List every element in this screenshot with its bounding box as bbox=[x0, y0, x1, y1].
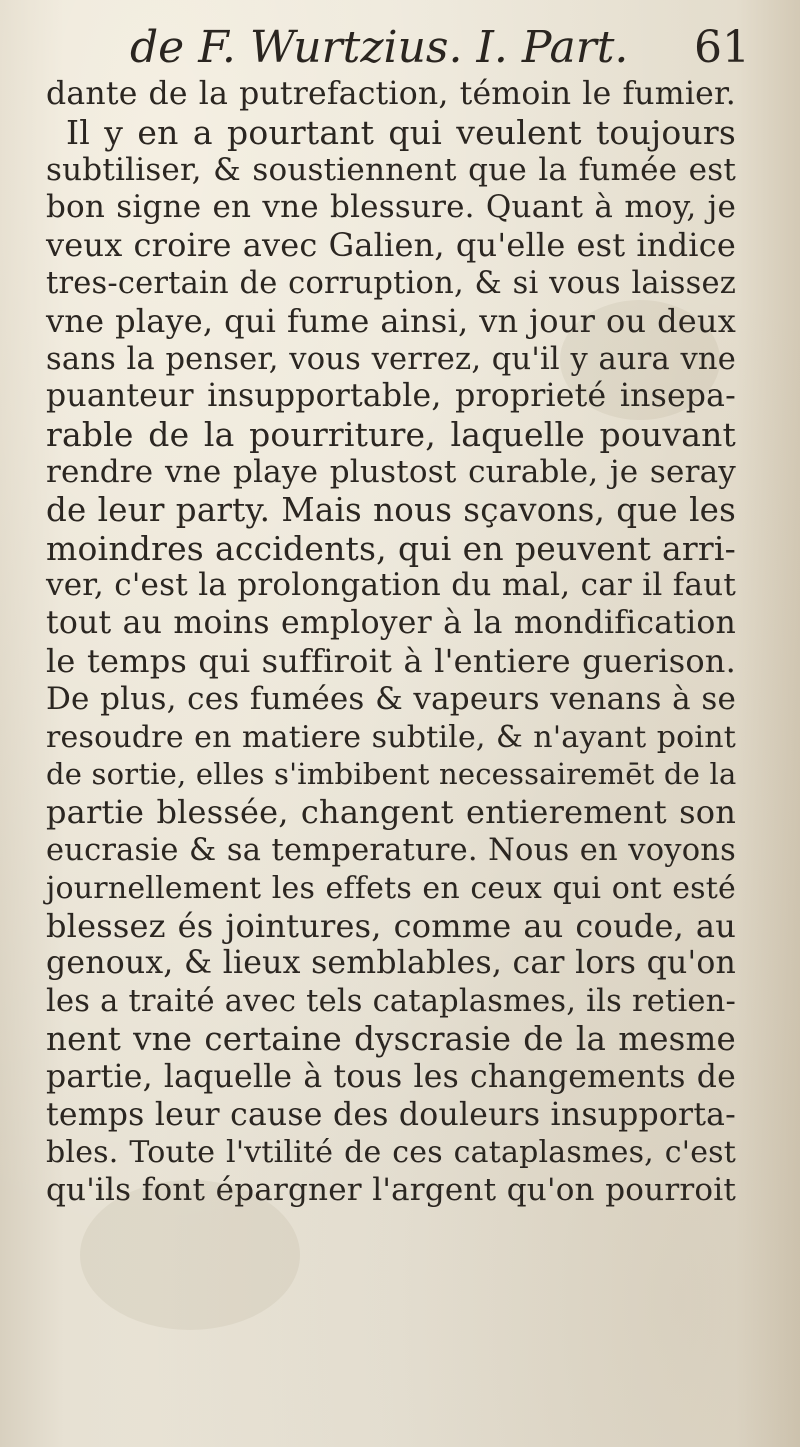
text-line: les a traité avec tels cataplasmes, ils retien- bbox=[46, 984, 736, 1020]
text-line: tout au moins employer à la mondification bbox=[46, 605, 736, 642]
text-line: Il y en a pourtant qui veulent toujours bbox=[66, 112, 736, 152]
text-line: ver, c'est la prolongation du mal, car il faut bbox=[46, 567, 736, 604]
text-line: resoudre en matiere subtile, & n'ayant point bbox=[46, 719, 736, 755]
text-line: bon signe en vne blessure. Quant à moy, je bbox=[46, 189, 736, 226]
text-line: eucrasie & sa temperature. Nous en voyons bbox=[46, 832, 736, 868]
text-line: moindres accidents, qui en peuvent arri- bbox=[46, 528, 736, 568]
text-line: de leur party. Mais nous sçavons, que les bbox=[46, 490, 736, 529]
text-line: puanteur insupportable, proprieté insepa- bbox=[46, 378, 736, 415]
text-line: rendre vne playe plustost curable, je seray bbox=[46, 453, 736, 490]
text-line: temps leur cause des douleurs insupporta- bbox=[46, 1096, 736, 1133]
text-line: subtiliser, & soustiennent que la fumée est bbox=[46, 151, 736, 188]
body-text bbox=[46, 76, 736, 1210]
text-line: le temps qui suffiroit à l'entiere guerison. bbox=[46, 641, 736, 680]
running-head bbox=[130, 22, 750, 82]
text-line: blessez és jointures, comme au coude, au bbox=[46, 906, 736, 945]
text-line: dante de la putrefaction, témoin le fumier. bbox=[46, 76, 736, 112]
running-head-title: de F. Wurtzius. I. Part. bbox=[130, 22, 629, 73]
text-line: De plus, ces fumées & vapeurs venans à se bbox=[46, 680, 736, 717]
text-line: sans la penser, vous verrez, qu'il y aura vne bbox=[46, 341, 736, 377]
text-line: veux croire avec Galien, qu'elle est indice bbox=[46, 226, 736, 265]
text-line: vne playe, qui fume ainsi, vn jour ou deux bbox=[46, 301, 736, 340]
text-line: rable de la pourriture, laquelle pouvant bbox=[46, 415, 736, 455]
text-line: nent vne certaine dyscrasie de la mesme bbox=[46, 1019, 736, 1058]
text-line: journellement les effets en ceux qui ont esté bbox=[46, 870, 736, 906]
text-line: partie blessée, changent entierement son bbox=[46, 793, 736, 832]
text-line: genoux, & lieux semblables, car lors qu'on bbox=[46, 945, 736, 982]
text-line: tres-certain de corruption, & si vous laissez bbox=[46, 265, 736, 301]
text-line: bles. Toute l'vtilité de ces cataplasmes, c'est bbox=[46, 1135, 736, 1171]
text-line: qu'ils font épargner l'argent qu'on pourroit bbox=[46, 1172, 736, 1209]
text-line: de sortie, elles s'imbibent necessairemēt de la bbox=[46, 757, 737, 792]
text-line: partie, laquelle à tous les changements de bbox=[46, 1058, 736, 1095]
page-number: 61 bbox=[694, 22, 750, 73]
